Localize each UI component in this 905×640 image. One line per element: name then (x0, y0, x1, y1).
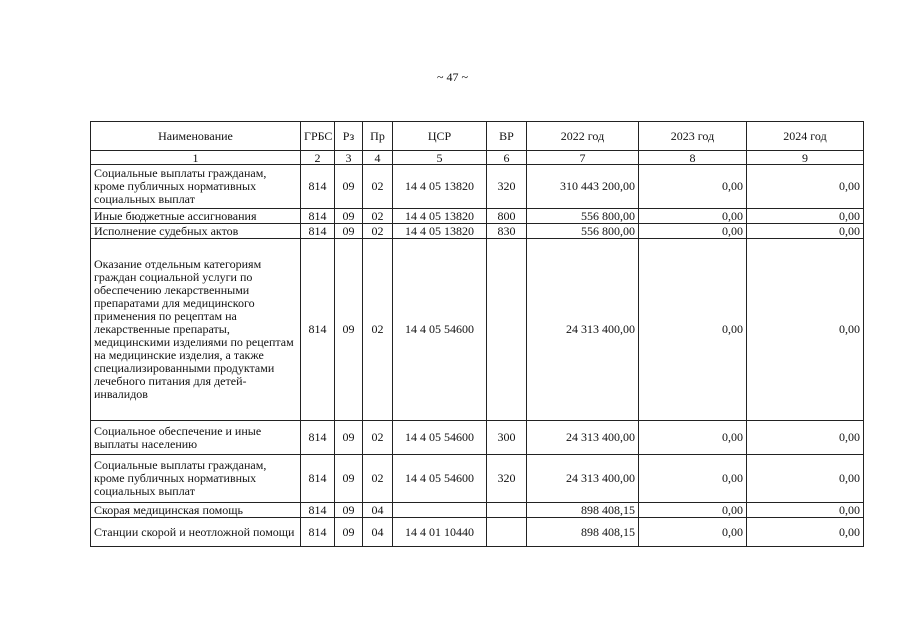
row-name: Исполнение судебных актов (91, 224, 301, 239)
row-name: Социальные выплаты гражданам, кроме публичных нормативных социальных выплат (91, 165, 301, 209)
pr-cell: 04 (363, 518, 393, 547)
budget-table (90, 121, 864, 547)
csr-cell: 14 4 01 10440 (393, 518, 487, 547)
amount-2023: 0,00 (639, 239, 747, 421)
amount-2024: 0,00 (747, 455, 864, 503)
csr-cell: 14 4 05 54600 (393, 455, 487, 503)
rz-cell: 09 (335, 421, 363, 455)
grbs-cell: 814 (301, 518, 335, 547)
csr-cell: 14 4 05 13820 (393, 209, 487, 224)
row-name: Скорая медицинская помощь (91, 503, 301, 518)
amount-2024: 0,00 (747, 518, 864, 547)
pr-cell: 02 (363, 455, 393, 503)
amount-2024: 0,00 (747, 421, 864, 455)
row-name: Иные бюджетные ассигнования (91, 209, 301, 224)
amount-2023: 0,00 (639, 455, 747, 503)
rz-cell: 09 (335, 455, 363, 503)
amount-2022: 898 408,15 (527, 503, 639, 518)
table-row (91, 209, 864, 224)
header-cell: 2022 год (527, 122, 639, 151)
amount-2024: 0,00 (747, 165, 864, 209)
grbs-cell: 814 (301, 239, 335, 421)
rz-cell: 09 (335, 503, 363, 518)
header-cell: Пр (363, 122, 393, 151)
table-row (91, 518, 864, 547)
row-name: Станции скорой и неотложной помощи (91, 518, 301, 547)
amount-2022: 24 313 400,00 (527, 455, 639, 503)
vr-cell (487, 503, 527, 518)
amount-2022: 556 800,00 (527, 209, 639, 224)
grbs-cell: 814 (301, 224, 335, 239)
vr-cell: 320 (487, 455, 527, 503)
amount-2023: 0,00 (639, 503, 747, 518)
rz-cell: 09 (335, 518, 363, 547)
table-row (91, 239, 864, 421)
amount-2022: 898 408,15 (527, 518, 639, 547)
csr-cell: 14 4 05 54600 (393, 239, 487, 421)
vr-cell: 830 (487, 224, 527, 239)
csr-cell (393, 503, 487, 518)
amount-2022: 24 313 400,00 (527, 239, 639, 421)
rz-cell: 09 (335, 165, 363, 209)
row-name: Оказание отдельным категориям граждан социальной услуги по обеспечению лекарственными препаратами для медицинского применения по рецептам на лекарственные препараты, медицинскими изделиями по рецептам на медицинские изделия, а также специализированными продуктами лечебного питания для детей-инвалидов (91, 239, 301, 421)
amount-2024: 0,00 (747, 224, 864, 239)
pr-cell: 02 (363, 209, 393, 224)
grbs-cell: 814 (301, 165, 335, 209)
page-number: ~ 47 ~ (437, 70, 468, 84)
amount-2024: 0,00 (747, 239, 864, 421)
csr-cell: 14 4 05 13820 (393, 224, 487, 239)
table-row (91, 224, 864, 239)
column-number: 9 (747, 151, 864, 165)
pr-cell: 02 (363, 224, 393, 239)
table-row (91, 503, 864, 518)
header-row (91, 122, 864, 151)
column-number-row (91, 151, 864, 165)
table-row (91, 165, 864, 209)
pr-cell: 04 (363, 503, 393, 518)
column-number: 4 (363, 151, 393, 165)
header-cell: 2023 год (639, 122, 747, 151)
vr-cell: 300 (487, 421, 527, 455)
grbs-cell: 814 (301, 503, 335, 518)
amount-2022: 24 313 400,00 (527, 421, 639, 455)
csr-cell: 14 4 05 13820 (393, 165, 487, 209)
amount-2022: 556 800,00 (527, 224, 639, 239)
column-number: 7 (527, 151, 639, 165)
column-number: 5 (393, 151, 487, 165)
pr-cell: 02 (363, 421, 393, 455)
row-name: Социальное обеспечение и иные выплаты населению (91, 421, 301, 455)
column-number: 3 (335, 151, 363, 165)
column-number: 2 (301, 151, 335, 165)
csr-cell: 14 4 05 54600 (393, 421, 487, 455)
amount-2024: 0,00 (747, 209, 864, 224)
grbs-cell: 814 (301, 455, 335, 503)
table-row (91, 421, 864, 455)
header-cell: Рз (335, 122, 363, 151)
amount-2023: 0,00 (639, 518, 747, 547)
header-cell: ЦСР (393, 122, 487, 151)
amount-2023: 0,00 (639, 209, 747, 224)
column-number: 1 (91, 151, 301, 165)
vr-cell: 320 (487, 165, 527, 209)
header-cell: ГРБС (301, 122, 335, 151)
header-cell: ВР (487, 122, 527, 151)
pr-cell: 02 (363, 165, 393, 209)
column-number: 8 (639, 151, 747, 165)
grbs-cell: 814 (301, 421, 335, 455)
vr-cell (487, 518, 527, 547)
column-number: 6 (487, 151, 527, 165)
amount-2023: 0,00 (639, 224, 747, 239)
amount-2023: 0,00 (639, 165, 747, 209)
table-row (91, 455, 864, 503)
amount-2024: 0,00 (747, 503, 864, 518)
vr-cell (487, 239, 527, 421)
header-cell: Наименование (91, 122, 301, 151)
rz-cell: 09 (335, 209, 363, 224)
row-name: Социальные выплаты гражданам, кроме публичных нормативных социальных выплат (91, 455, 301, 503)
grbs-cell: 814 (301, 209, 335, 224)
rz-cell: 09 (335, 239, 363, 421)
pr-cell: 02 (363, 239, 393, 421)
amount-2022: 310 443 200,00 (527, 165, 639, 209)
rz-cell: 09 (335, 224, 363, 239)
header-cell: 2024 год (747, 122, 864, 151)
amount-2023: 0,00 (639, 421, 747, 455)
vr-cell: 800 (487, 209, 527, 224)
